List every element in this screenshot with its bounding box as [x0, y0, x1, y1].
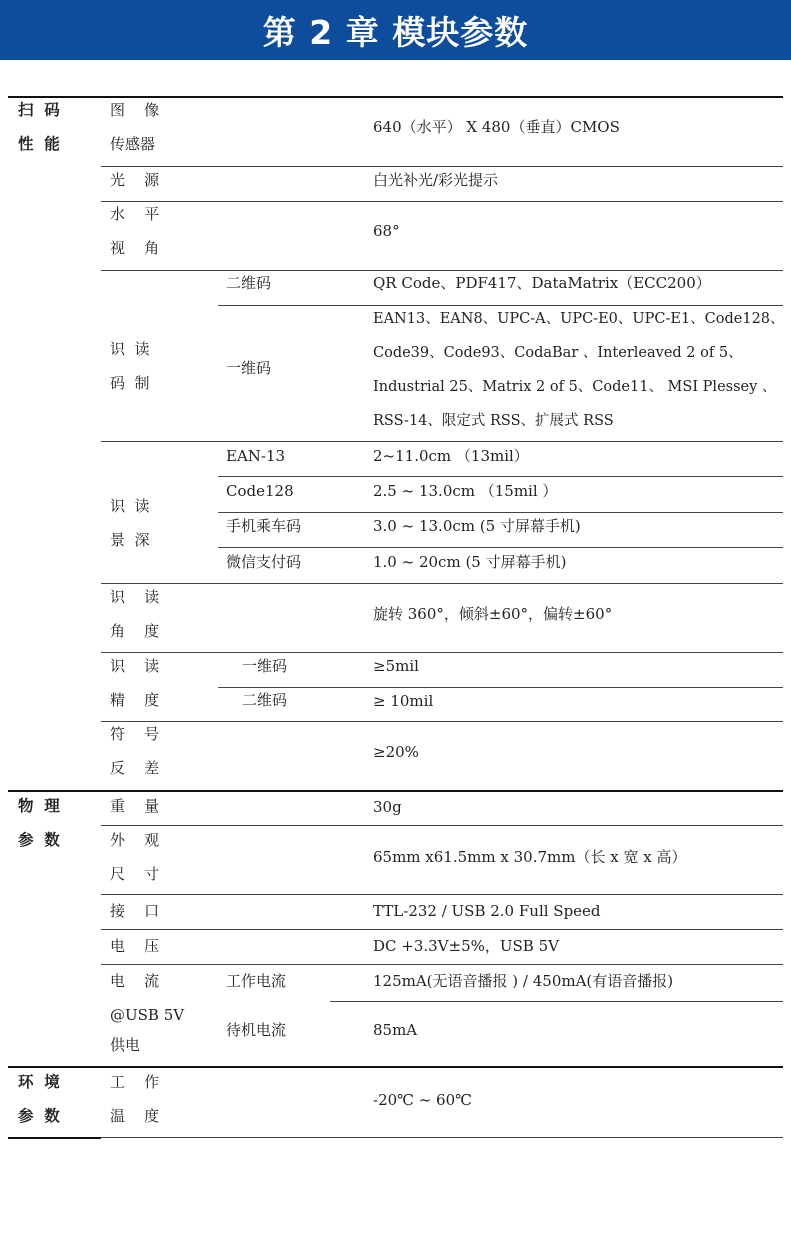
- category-env-line1: 环 境: [18, 1073, 60, 1091]
- dof-type: 手机乘车码: [226, 517, 302, 535]
- label-precision-1d: 一维码: [242, 657, 288, 675]
- value-fov: 68°: [373, 222, 400, 240]
- label-idle-current: 待机电流: [226, 1021, 287, 1039]
- dof-type: 微信支付码: [226, 553, 302, 571]
- label-temp-line2: 温 度: [110, 1107, 160, 1125]
- label-symbology-line2: 码 制: [110, 374, 150, 392]
- label-work-current: 工作电流: [226, 972, 287, 990]
- row-divider: [330, 1001, 783, 1002]
- dof-value: 2~11.0cm （13mil）: [373, 447, 529, 465]
- value-interface: TTL-232 / USB 2.0 Full Speed: [373, 902, 601, 920]
- label-current-line3: 供电: [110, 1036, 141, 1054]
- value-temp: -20℃ ~ 60℃: [373, 1091, 472, 1109]
- label-precision-line1: 识 读: [110, 657, 160, 675]
- label-weight: 重 量: [110, 797, 160, 815]
- value-light: 白光补光/彩光提示: [373, 171, 499, 189]
- label-light: 光 源: [110, 171, 160, 189]
- label-sensor-line2: 传感器: [110, 135, 156, 153]
- dof-type: Code128: [226, 482, 294, 500]
- dof-type: EAN-13: [226, 447, 286, 465]
- dof-value: 3.0 ~ 13.0cm (5 寸屏幕手机): [373, 517, 581, 535]
- value-idle-current: 85mA: [373, 1021, 418, 1039]
- dof-value: 1.0 ~ 20cm (5 寸屏幕手机): [373, 553, 567, 571]
- row-divider: [101, 201, 783, 202]
- row-divider: [101, 652, 783, 653]
- dof-value: 2.5 ~ 13.0cm （15mil ）: [373, 482, 558, 500]
- value-symbology-1d-line1: EAN13、EAN8、UPC-A、UPC-E0、UPC-E1、Code128、: [373, 311, 785, 327]
- value-voltage: DC +3.3V±5%，USB 5V: [373, 937, 559, 955]
- table-bottom-rule: [101, 1137, 783, 1138]
- category-env-line2: 参 数: [18, 1107, 60, 1125]
- value-angle: 旋转 360°，倾斜±60°，偏转±60°: [373, 605, 613, 623]
- value-work-current: 125mA(无语音播报 ) / 450mA(有语音播报): [373, 972, 674, 990]
- value-symbology-1d-line2: Code39、Code93、CodaBar 、Interleaved 2 of 5、: [373, 345, 743, 361]
- label-current-line1: 电 流: [110, 972, 160, 990]
- chapter-title: 第 2 章 模块参数: [262, 12, 529, 52]
- label-voltage: 电 压: [110, 937, 160, 955]
- value-sensor: 640（水平） X 480（垂直）CMOS: [373, 118, 620, 136]
- label-dof-line1: 识 读: [110, 497, 150, 515]
- label-current-line2: @USB 5V: [110, 1006, 185, 1024]
- label-precision-line2: 精 度: [110, 691, 160, 709]
- label-interface: 接 口: [110, 902, 160, 920]
- table-bottom-rule: [8, 1137, 101, 1139]
- value-symbology-1d-line3: Industrial 25、Matrix 2 of 5、Code11、 MSI Plessey 、: [373, 379, 777, 395]
- label-angle-line2: 角 度: [110, 622, 160, 640]
- value-precision-2d: ≥ 10mil: [373, 692, 434, 710]
- label-temp-line1: 工 作: [110, 1073, 160, 1091]
- category-scan-line2: 性 能: [18, 135, 60, 153]
- category-scan-line1: 扫 码: [18, 101, 60, 119]
- label-size-line1: 外 观: [110, 831, 160, 849]
- row-divider: [101, 721, 783, 722]
- label-symbology-2d: 二维码: [226, 274, 272, 292]
- label-angle-line1: 识 读: [110, 588, 160, 606]
- value-precision-1d: ≥5mil: [373, 657, 419, 675]
- value-weight: 30g: [373, 798, 402, 816]
- label-symbology-1d: 一维码: [226, 359, 272, 377]
- label-precision-2d: 二维码: [242, 691, 288, 709]
- category-physical-line2: 参 数: [18, 831, 60, 849]
- value-contrast: ≥20%: [373, 743, 419, 761]
- label-size-line2: 尺 寸: [110, 865, 160, 883]
- label-dof-line2: 景 深: [110, 531, 150, 549]
- label-contrast-line2: 反 差: [110, 759, 160, 777]
- row-divider: [101, 583, 783, 584]
- row-divider: [101, 825, 783, 826]
- value-symbology-2d: QR Code、PDF417、DataMatrix（ECC200）: [373, 274, 711, 292]
- row-divider: [218, 687, 783, 688]
- value-size: 65mm x61.5mm x 30.7mm（长 x 宽 x 高）: [373, 848, 687, 866]
- category-physical-line1: 物 理: [18, 797, 60, 815]
- label-fov-line1: 水 平: [110, 205, 160, 223]
- label-sensor-line1: 图 像: [110, 101, 160, 119]
- label-fov-line2: 视 角: [110, 239, 160, 257]
- label-contrast-line1: 符 号: [110, 725, 160, 743]
- label-symbology-line1: 识 读: [110, 340, 150, 358]
- value-symbology-1d-line4: RSS-14、限定式 RSS、扩展式 RSS: [373, 413, 614, 429]
